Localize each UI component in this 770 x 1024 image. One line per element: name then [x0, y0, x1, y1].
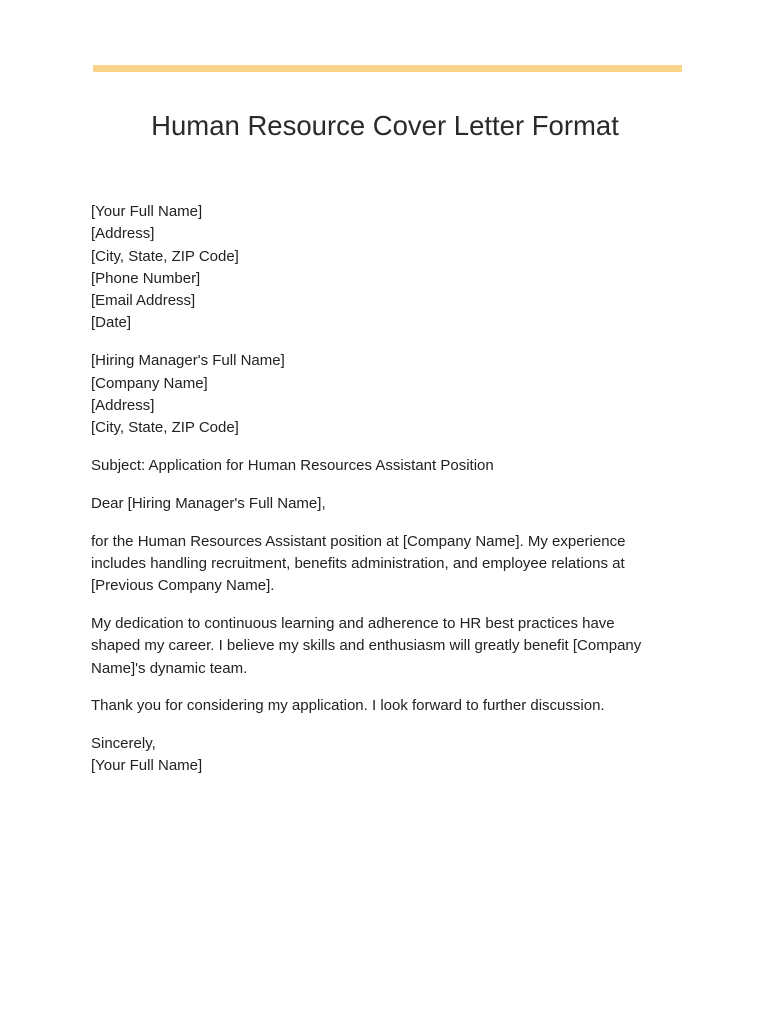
sender-email: [Email Address]	[91, 292, 196, 310]
paragraph-line: for the Human Resources Assistant position at [Company Name]. My experience	[91, 532, 626, 550]
paragraph-line: [Previous Company Name].	[91, 577, 275, 595]
body-paragraph-3	[91, 695, 661, 717]
recipient-company: [Company Name]	[91, 374, 208, 392]
valediction: Sincerely,	[91, 735, 156, 753]
subject-line	[91, 455, 661, 477]
body-paragraph-1	[91, 531, 661, 598]
document-title: Human Resource Cover Letter Format	[151, 110, 619, 141]
header-accent-bar	[93, 65, 682, 72]
closing-block	[91, 733, 661, 778]
subject-text: Subject: Application for Human Resources Assistant Position	[91, 456, 494, 474]
paragraph-line: Name]'s dynamic team.	[91, 659, 248, 677]
paragraph-line: Thank you for considering my application. I look forward to further discussion.	[91, 697, 605, 715]
sender-address-block	[91, 201, 661, 335]
sender-city-state-zip: [City, State, ZIP Code]	[91, 247, 239, 265]
recipient-address-block	[91, 350, 661, 439]
salutation	[91, 493, 661, 515]
letter-body	[91, 201, 661, 793]
paragraph-line: shaped my career. I believe my skills and enthusiasm will greatly benefit [Company	[91, 637, 642, 655]
signature-name: [Your Full Name]	[91, 757, 203, 775]
paragraph-line: My dedication to continuous learning and adherence to HR best practices have	[91, 614, 615, 632]
paragraph-line: includes handling recruitment, benefits administration, and employee relations at	[91, 554, 625, 572]
salutation-text: Dear [Hiring Manager's Full Name],	[91, 494, 326, 512]
sender-address: [Address]	[91, 225, 155, 243]
recipient-city-state-zip: [City, State, ZIP Code]	[91, 419, 239, 437]
recipient-name: [Hiring Manager's Full Name]	[91, 352, 285, 370]
recipient-address: [Address]	[91, 396, 155, 414]
letter-date: [Date]	[91, 314, 132, 332]
sender-name: [Your Full Name]	[91, 203, 203, 220]
sender-phone: [Phone Number]	[91, 269, 201, 287]
body-paragraph-2	[91, 613, 661, 680]
